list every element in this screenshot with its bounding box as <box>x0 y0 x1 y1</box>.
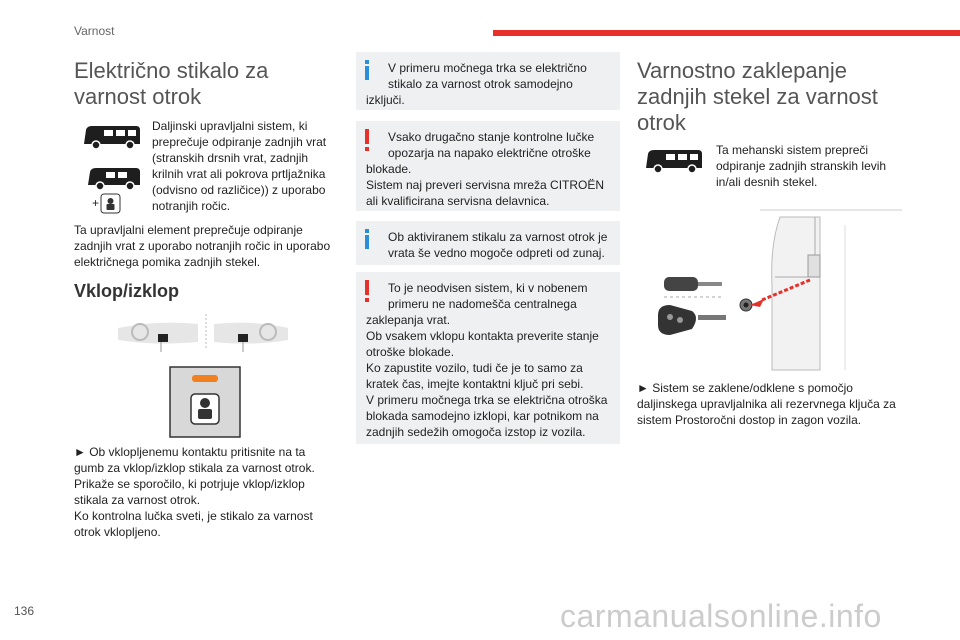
van-long-icon <box>80 122 144 152</box>
description-text: Ta upravljalni element preprečuje odpiranje zadnjih vrat z uporabo notranjih ročic in uporabo električnega pomika zadnjih stekel. <box>74 223 331 269</box>
warning-box: To je neodvisen sistem, ki v nobenem primeru ne nadomešča centralnega zaklepanja vrat. Ob vsakem vklopu kontakta preverite stanje otroške blokade. Ko zapustite vozilo, tudi če je to samo za kratek čas, imejte kontaktni ključ pri sebi. V primeru močnega trka se električna otroška blokada samodejno izklopi, kar potnikom na zadnjih sedežih omogoča izstop iz vozila. <box>356 272 620 444</box>
section-title-child-lock <box>74 58 334 110</box>
header-accent-bar <box>493 30 960 36</box>
svg-text:+: + <box>92 196 100 210</box>
window-lock-step-text: ► Sistem se zaklene/odklene s pomočjo daljinskega upravljalnika ali rezervnega ključa za sistem Prostoročni dostop in zagon vozila. <box>637 381 896 427</box>
warning-icon <box>364 129 370 151</box>
van-long-icon <box>642 146 706 176</box>
child-lock-button <box>169 366 241 438</box>
watermark: carmanualsonline.info <box>560 598 882 634</box>
title-line: Električno stikalo za <box>74 58 269 83</box>
dashboard-position-illustration <box>118 310 288 356</box>
section-label: Varnost <box>74 24 115 38</box>
info-box: V primeru močnega trka se električno stikalo za varnost otrok samodejno izključi. <box>356 52 620 110</box>
info-box: Ob aktiviranem stikalu za varnost otrok je vrata še vedno mogoče odpreti od zunaj. <box>356 221 620 265</box>
subtitle-on-off: Vklop/izklop <box>74 281 180 301</box>
child-lock-option-icon <box>92 193 122 215</box>
step-text: ► Ob vklopljenemu kontaktu pritisnite na ta gumb za vklop/izklop stikala za varnost otrok. Prikaže se sporočilo, ki potrjuje vklop/izklop stikala za varnost otrok. Ko kontrolna lučka sveti, je stikalo za varnost otrok vklopljeno. <box>74 445 315 539</box>
window-lock-intro: Ta mehanski sistem prepreči odpiranje zadnjih stranskih levih in/ali desnih stekel. <box>716 143 887 189</box>
title-line: otrok <box>637 110 686 135</box>
title-line: zadnjih stekel za varnost <box>637 84 878 109</box>
title-line: varnost otrok <box>74 84 202 109</box>
title-line: Varnostno zaklepanje <box>637 58 847 83</box>
page-number: 136 <box>14 604 35 618</box>
section-title-window-lock <box>637 58 937 136</box>
warning-box: Vsako drugačno stanje kontrolne lučke opozarja na napako električne otroške blokade. Sistem naj preveri servisna mreža CITROËN ali kvalificirana servisna delavnica. <box>356 121 620 211</box>
van-short-icon <box>84 165 144 193</box>
intro-text: Daljinski upravljalni sistem, ki preprečuje odpiranje zadnjih vrat (stranskih drsnih vrat, zadnjih krilnih vrat ali pokrova prtljažnika (odvisno od različice)) z uporabo notranjih ročic. <box>152 119 327 213</box>
window-lock-key-illustration <box>640 205 902 373</box>
info-icon <box>364 229 370 249</box>
warning-icon <box>364 280 370 302</box>
info-icon <box>364 60 370 80</box>
